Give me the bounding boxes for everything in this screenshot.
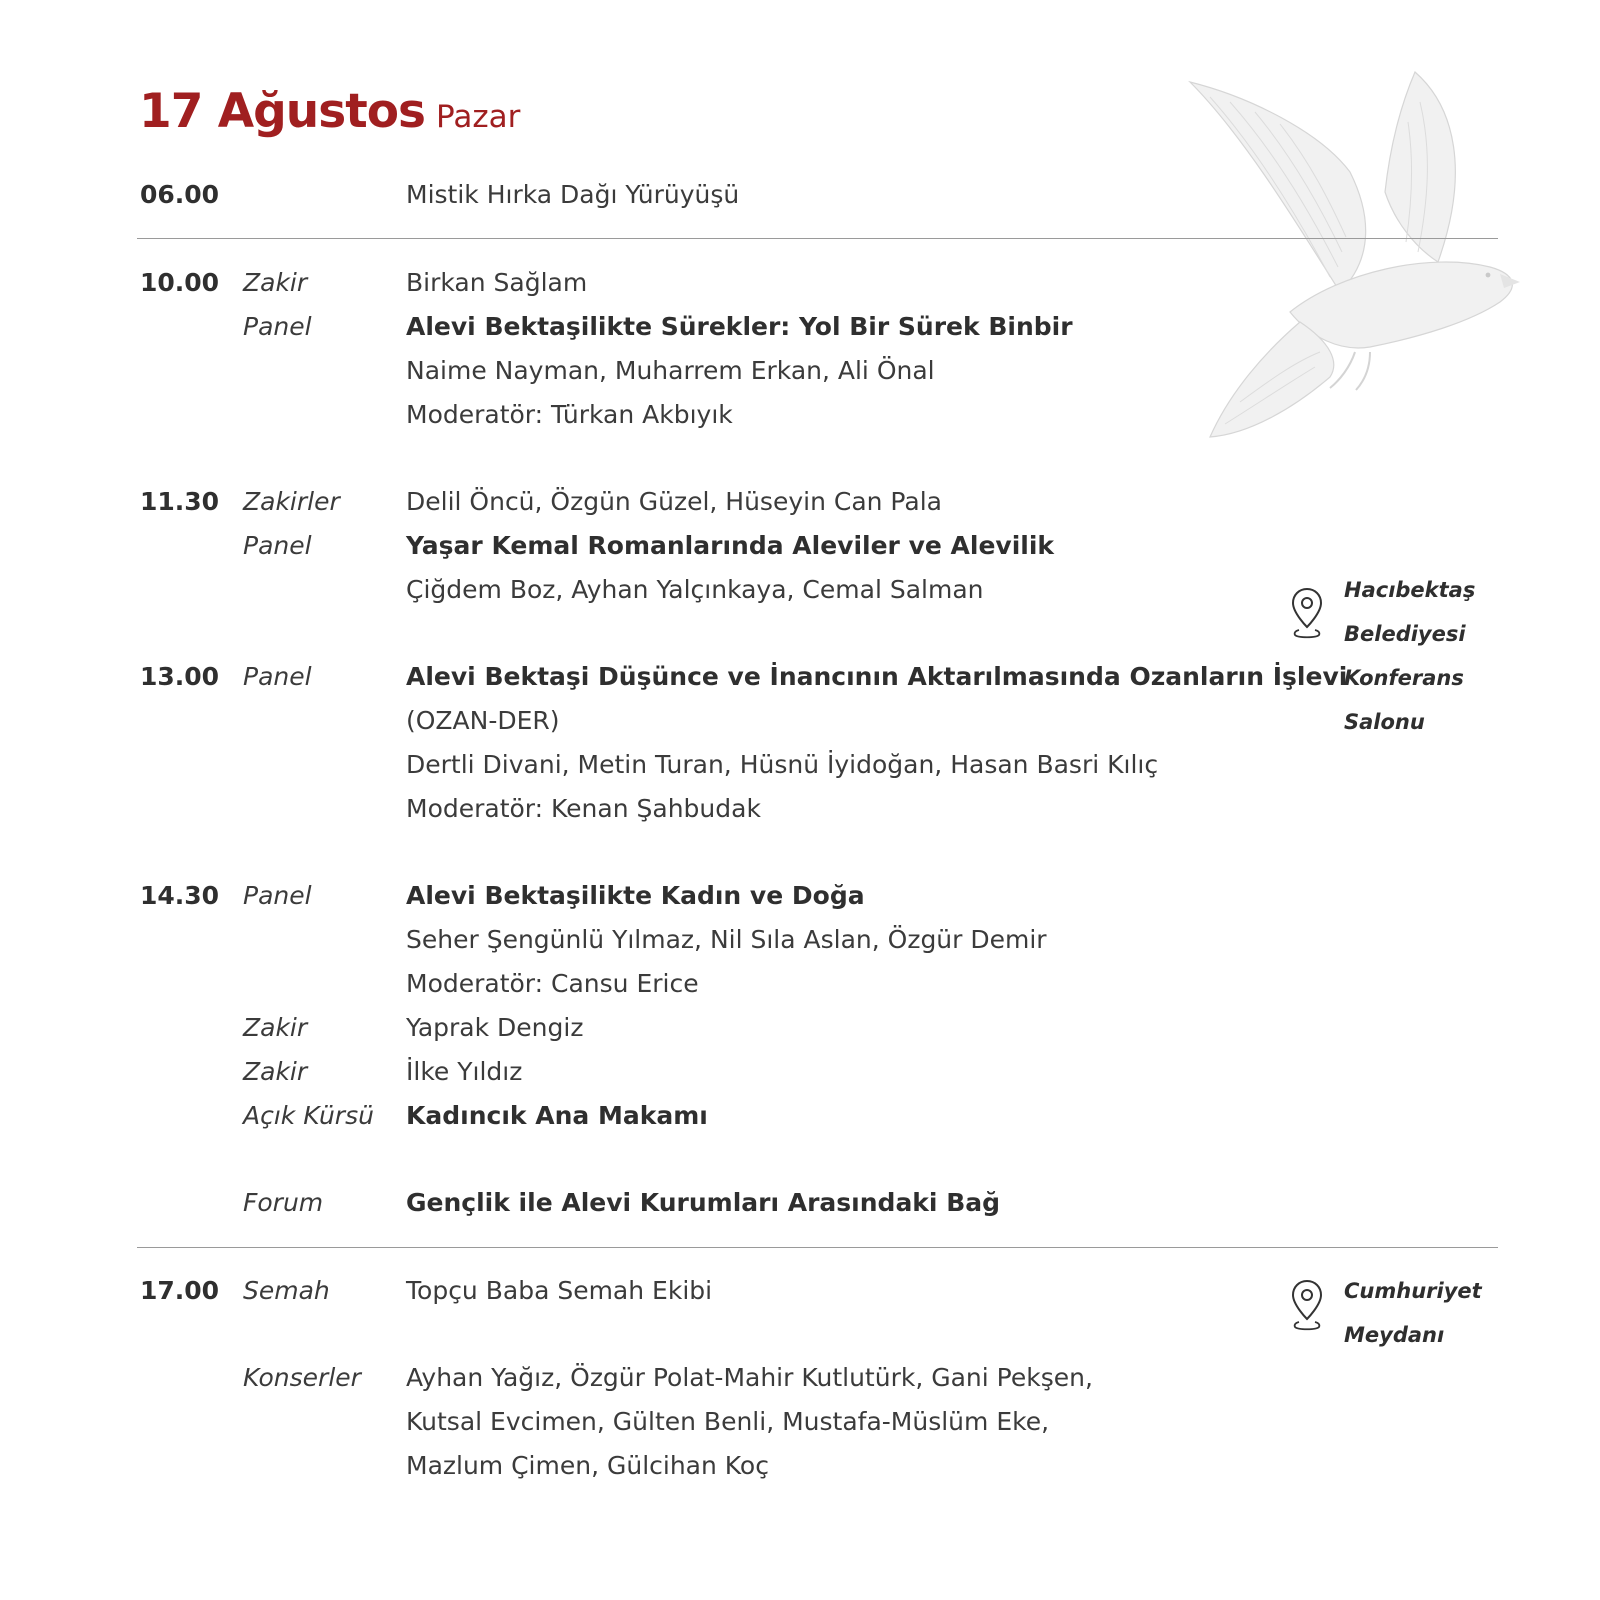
event-text: İlke Yıldız (406, 1057, 523, 1086)
event-moderator: Moderatör: Türkan Akbıyık (406, 400, 733, 429)
venue-line: Konferans (1344, 666, 1464, 690)
event-time: 11.30 (140, 487, 220, 516)
event-moderator: Moderatör: Kenan Şahbudak (406, 794, 761, 823)
event-speakers: Dertli Divani, Metin Turan, Hüsnü İyidoğan, Hasan Basri Kılıç (406, 750, 1159, 779)
event-text: Delil Öncü, Özgün Güzel, Hüseyin Can Pala (406, 487, 942, 516)
venue-label (1344, 1269, 1482, 1357)
event-type: Konserler (243, 1363, 361, 1392)
event-type: Panel (243, 531, 312, 560)
section-divider (137, 1247, 1498, 1248)
event-time: 17.00 (140, 1276, 220, 1305)
event-text: Topçu Baba Semah Ekibi (406, 1276, 713, 1305)
event-time: 10.00 (140, 268, 220, 297)
event-speakers: Seher Şengünlü Yılmaz, Nil Sıla Aslan, Özgür Demir (406, 925, 1047, 954)
event-speakers: Çiğdem Boz, Ayhan Yalçınkaya, Cemal Salman (406, 575, 984, 604)
event-type: Panel (243, 312, 312, 341)
venue-line: Belediyesi (1344, 622, 1466, 646)
event-title: Yaşar Kemal Romanlarında Aleviler ve Alevilik (406, 531, 1055, 560)
event-text: Yaprak Dengiz (406, 1013, 584, 1042)
title-date: 17 Ağustos (139, 84, 425, 139)
event-type: Zakirler (243, 487, 340, 516)
page-title (139, 84, 520, 139)
event-text: Mistik Hırka Dağı Yürüyüşü (406, 180, 740, 209)
event-title: Alevi Bektaşi Düşünce ve İnancının Aktarılmasında Ozanların İşlevi (406, 662, 1348, 691)
event-performers: Ayhan Yağız, Özgür Polat-Mahir Kutlutürk, Gani Pekşen, (406, 1363, 1093, 1392)
event-title: Alevi Bektaşilikte Sürekler: Yol Bir Sürek Binbir (406, 312, 1073, 341)
dove-illustration (1170, 62, 1560, 482)
venue-line: Meydanı (1344, 1323, 1445, 1347)
event-organizer: (OZAN-DER) (406, 706, 560, 735)
event-time: 14.30 (140, 881, 220, 910)
event-performers: Kutsal Evcimen, Gülten Benli, Mustafa-Müslüm Eke, (406, 1407, 1050, 1436)
event-type: Zakir (243, 1013, 308, 1042)
event-type: Forum (243, 1188, 324, 1217)
venue-label (1344, 568, 1475, 744)
event-title: Gençlik ile Alevi Kurumları Arasındaki Bağ (406, 1188, 1001, 1217)
event-performers: Mazlum Çimen, Gülcihan Koç (406, 1451, 769, 1480)
event-title: Kadıncık Ana Makamı (406, 1101, 708, 1130)
event-type: Panel (243, 662, 312, 691)
section-divider (137, 238, 1498, 239)
venue-line: Cumhuriyet (1344, 1279, 1482, 1303)
event-text: Birkan Sağlam (406, 268, 588, 297)
event-time: 13.00 (140, 662, 220, 691)
event-type: Panel (243, 881, 312, 910)
event-type: Zakir (243, 268, 308, 297)
event-type: Zakir (243, 1057, 308, 1086)
event-speakers: Naime Nayman, Muharrem Erkan, Ali Önal (406, 356, 935, 385)
title-day: Pazar (436, 99, 521, 135)
venue-line: Hacıbektaş (1344, 578, 1476, 602)
event-moderator: Moderatör: Cansu Erice (406, 969, 699, 998)
venue-line: Salonu (1344, 710, 1425, 734)
location-pin-icon (1290, 586, 1324, 640)
event-type: Semah (243, 1276, 330, 1305)
event-title: Alevi Bektaşilikte Kadın ve Doğa (406, 881, 865, 910)
location-pin-icon (1290, 1278, 1324, 1332)
event-type: Açık Kürsü (243, 1101, 374, 1130)
event-time: 06.00 (140, 180, 220, 209)
